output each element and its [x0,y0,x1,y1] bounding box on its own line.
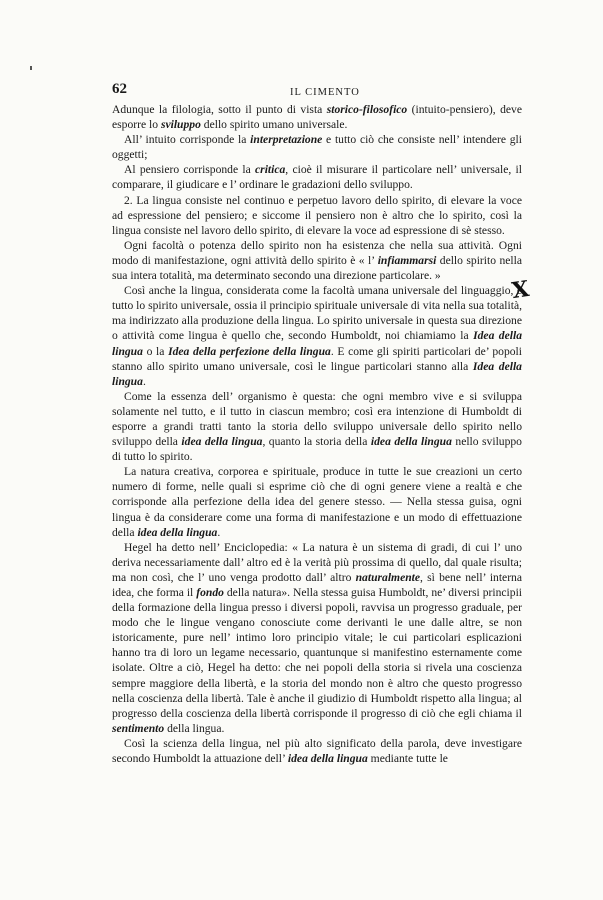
italic-term: idea della lingua [137,525,218,539]
italic-term: interpretazione [250,133,323,147]
italic-term: idea della lingua [181,435,263,449]
italic-term: sentimento [112,721,165,735]
text-run: , quanto la storia della [262,435,371,449]
text-run: Adunque la filologia, sotto il punto di vista [112,103,327,116]
handwritten-x-mark: X [510,275,531,305]
text-run: e tutto ciò che consiste nell’ intendere gli oggetti; [112,133,523,162]
page-header [112,82,522,99]
paragraph [112,238,522,283]
text-run: , cioè il misurare il particolare nell’ universale, il comparare, il giudicare e l’ ordinare le gradazioni dello sviluppo. [112,163,522,192]
text-run: nello sviluppo di tutto lo spirito. [112,435,522,464]
text-run: Al pensiero corrisponde la [124,163,256,177]
paragraph [112,162,522,192]
body-text [112,102,522,766]
text-run: o la [142,344,169,358]
italic-term: Idea della lingua [112,329,522,358]
text-run: della natura». Nella stessa guisa Humboldt, ne’ diversi principii della formazione della lingua presso i diversi popoli, ravvisa un progresso graduale, per modo che le lingue vengano conosciute come derivanti le une dalle altre, se non istoricamente, pure nell’ intimo loro principio vitale; le cui particolari esplicazioni hanno tra di loro un legame necessario, quantunque si manifestino esternamente come isolate. Oltre a ciò, Hegel ha detto: che nei popoli della storia si rivela una coscienza sempre maggiore della libertà, e la storia del mondo non è altro che questo progresso nella coscienza della libertà. Tale è anche il giudizio di Humboldt rispetto alla lingua; al progresso della coscienza della libertà corrisponde il progresso di ciò che egli chiama il [112,586,523,720]
text-run: della lingua. [164,721,225,735]
text-run: mediante tutte le [367,752,448,766]
text-run: , sì bene nell’ interna idea, che forma il [112,570,523,599]
paragraph [112,283,522,389]
italic-term: idea della lingua [370,435,452,449]
paragraph [112,464,522,539]
paragraph [112,193,522,238]
italic-term: Idea della perfezione della lingua [168,344,331,358]
paragraph [112,389,522,464]
margin-speck [30,66,32,70]
text-run: . [142,374,146,388]
text-run: Così anche la lingua, considerata come la facoltà umana universale del linguaggio, è tutto lo spirito universale, ossia il principio spirituale universale di vita nella sua totalità, ma indirizzato alla produzione della lingua. Lo spirito universale in questa sua direzione o attività come lingua è quello che, secondo Humboldt, noi chiamiamo la [112,284,522,343]
italic-term: infiammarsi [377,253,437,267]
italic-term: sviluppo [160,118,201,132]
text-run: Hegel ha detto nell’ Enciclopedia: « La natura è un sistema di gradi, di cui l’ uno deriva necessariamente dall’ altro ed è la verità più prossima di quello, dal quale risulta; ma non così, che l’ uno venga prodotto dall’ altro [112,540,522,584]
italic-term: idea della lingua [287,752,368,766]
italic-term: naturalmente [355,570,421,584]
text-run: . [217,525,221,539]
paragraph [112,132,522,162]
text-run: 2. La lingua consiste nel continuo e perpetuo lavoro dello spirito, di elevare la voce ad espressione del pensiero; e siccome il pensiero non è altro che lo spirito, così la lingua consiste nel lavoro dello spirito, di elevare la voce ad espressione di sè stesso. [112,193,522,237]
text-run: Così la scienza della lingua, nel più alto significato della parola, deve investigare secondo Humboldt la attuazione dell’ [112,736,522,766]
text-run: dello spirito umano universale. [200,118,348,132]
italic-term: Idea della lingua [112,359,522,388]
text-run: . E come gli spiriti particolari de’ popoli stanno allo spirito umano universale, così le lingue particolari stanno alla [112,344,522,373]
text-run: Ogni facoltà o potenza dello spirito non ha esistenza che nella sua attività. Ogni modo di manifestazione, ogni attività dello spirito è « l’ [112,238,522,267]
page-number: 62 [112,81,127,97]
text-run: Come la essenza dell’ organismo è questa: che ogni membro vive e si sviluppa solamente nel tutto, e il tutto in ciascun membro; così era intenzione di Humboldt di esporre a grandi tratti tanto la storia dello sviluppo universale dello spirito nello sviluppo della [112,389,522,449]
italic-term: critica [255,163,286,177]
text-run: All’ intuito corrisponde la [124,133,251,147]
paragraph [112,736,522,766]
paragraph [112,540,522,736]
paragraph [112,102,522,132]
running-title: IL CIMENTO [290,87,360,98]
text-run: dello spirito nella sua intera totalità, ma determinato secondo una direzione particolare. » [112,253,522,283]
italic-term: fondo [196,586,224,599]
text-run: La natura creativa, corporea e spirituale, produce in tutte le sue creazioni un certo numero di forme, nelle quali si esprime ciò che di ogni genere viene a realtà e che corrisponde alla perfezione della idea del genere stesso. — Nella stessa guisa, ogni lingua è da considerare come una forma di manifestazione e un modo di effettuazione della [112,465,522,539]
italic-term: storico-filosofico [326,103,408,116]
book-page [112,82,522,766]
text-run: (intuito-pensiero), deve esporre lo [112,103,522,132]
